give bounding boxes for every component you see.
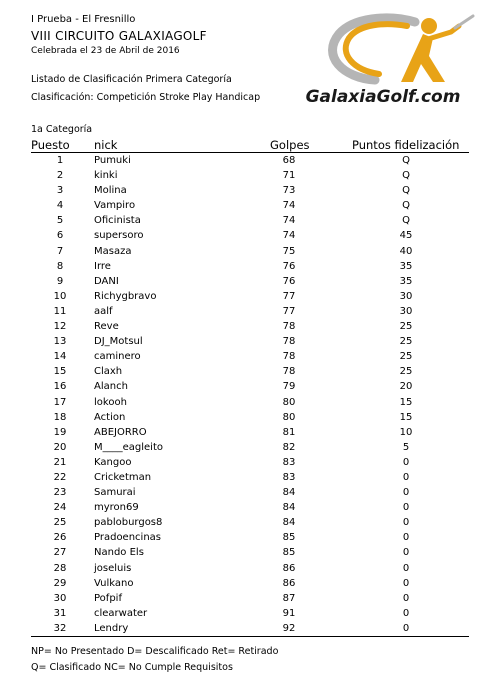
table-row [0,364,500,379]
table-header [0,138,500,152]
legend-line-2: Q= Clasificado NC= No Cumple Requisitos [31,662,233,673]
cell-nick: M____eagleito [94,441,164,453]
golfer-head-icon [421,18,437,34]
cell-nick: lokooh [94,396,127,408]
table-row [0,379,500,394]
cell-puntos: Q [402,170,410,182]
cell-golpes: 74 [282,200,296,212]
cell-puntos: 0 [402,502,410,514]
cell-puesto: 31 [53,607,67,619]
cell-puesto: 18 [53,411,67,423]
table-row [0,500,500,515]
table-row [0,515,500,530]
cell-nick: pabloburgos8 [94,517,163,529]
table-row [0,183,500,198]
cell-puesto: 19 [53,426,67,438]
cell-golpes: 85 [282,547,296,559]
cell-nick: Claxh [94,366,123,378]
cell-golpes: 92 [282,622,296,634]
cell-puntos: 20 [399,381,413,393]
cell-golpes: 73 [282,185,296,197]
cell-puesto: 12 [53,321,67,333]
cell-puesto: 26 [53,532,67,544]
cell-golpes: 78 [282,366,296,378]
cell-nick: supersoro [94,230,144,242]
table-row [0,319,500,334]
table-row [0,349,500,364]
cell-puesto: 10 [53,290,67,302]
logo-wordmark: GalaxiaGolf.com [305,87,461,107]
cell-golpes: 84 [282,487,296,499]
cell-puntos: 15 [399,396,413,408]
cell-golpes: 84 [282,502,296,514]
cell-puntos: 5 [402,441,410,453]
cell-puntos: 0 [402,487,410,499]
cell-puntos: 15 [399,411,413,423]
table-row [0,168,500,183]
cell-puntos: 35 [399,275,413,287]
cell-nick: Richygbravo [94,290,157,302]
cell-puntos: 25 [399,321,413,333]
table-row [0,606,500,621]
cell-puesto: 25 [53,517,67,529]
cell-puesto: 23 [53,487,67,499]
cell-puesto: 5 [56,215,64,227]
cell-puntos: 25 [399,366,413,378]
cell-puesto: 3 [56,185,64,197]
table-row [0,153,500,168]
cell-puntos: 30 [399,290,413,302]
cell-nick: kinki [94,170,118,182]
cell-nick: caminero [94,351,141,363]
cell-golpes: 83 [282,471,296,483]
cell-puesto: 2 [56,170,64,182]
circuit-title: VIII CIRCUITO GALAXIAGOLF [31,29,207,43]
cell-puesto: 28 [53,562,67,574]
cell-nick: aalf [94,305,113,317]
cell-puntos: 0 [402,607,410,619]
table-row [0,440,500,455]
table-row [0,259,500,274]
cell-puntos: 0 [402,562,410,574]
cell-puntos: 25 [399,351,413,363]
cell-puntos: 0 [402,547,410,559]
table-row [0,621,500,636]
cell-nick: Masaza [94,245,132,257]
cell-nick: ABEJORRO [94,426,147,438]
cell-puesto: 15 [53,366,67,378]
cell-nick: Kangoo [94,456,132,468]
golf-club-icon [455,16,473,28]
cell-puesto: 22 [53,471,67,483]
cell-golpes: 76 [282,260,296,272]
table-row [0,244,500,259]
cell-golpes: 79 [282,381,296,393]
cell-puntos: 0 [402,592,410,604]
table-row [0,470,500,485]
cell-nick: Irre [94,260,111,272]
cell-nick: joseluis [94,562,132,574]
cell-golpes: 77 [282,290,296,302]
table-row [0,410,500,425]
cell-puntos: 25 [399,336,413,348]
cell-nick: Reve [94,321,119,333]
cell-golpes: 81 [282,426,296,438]
cell-puntos: 30 [399,305,413,317]
cell-golpes: 80 [282,396,296,408]
table-row [0,591,500,606]
cell-nick: DJ_Motsul [94,336,143,348]
cell-golpes: 75 [282,245,296,257]
event-date: Celebrada el 23 de Abril de 2016 [31,46,180,56]
event-name: I Prueba - El Fresnillo [31,14,136,25]
cell-nick: Pofpif [94,592,122,604]
table-row [0,576,500,591]
cell-puesto: 21 [53,456,67,468]
cell-puesto: 27 [53,547,67,559]
cell-nick: Lendry [94,622,129,634]
cell-nick: Oficinista [94,215,141,227]
cell-nick: myron69 [94,502,139,514]
cell-puntos: Q [402,215,410,227]
cell-puesto: 16 [53,381,67,393]
cell-puesto: 9 [56,275,64,287]
cell-puntos: Q [402,155,410,166]
cell-nick: Pradoencinas [94,532,162,544]
cell-golpes: 78 [282,351,296,363]
table-row [0,334,500,349]
cell-puesto: 7 [56,245,64,257]
cell-puesto: 1 [56,155,64,166]
cell-puntos: 0 [402,532,410,544]
table-row [0,455,500,470]
cell-puesto: 6 [56,230,64,242]
table-row [0,485,500,500]
col-header-puesto: Puesto [31,138,70,152]
cell-puntos: 0 [402,471,410,483]
cell-puntos: Q [402,185,410,197]
col-header-nick: nick [94,138,118,152]
cell-nick: Samurai [94,487,136,499]
cell-golpes: 74 [282,215,296,227]
cell-nick: clearwater [94,607,148,619]
results-table [0,153,500,636]
table-row [0,561,500,576]
footer-divider [31,636,469,637]
cell-nick: Cricketman [94,471,152,483]
table-row [0,425,500,440]
cell-golpes: 78 [282,336,296,348]
cell-golpes: 80 [282,411,296,423]
cell-puesto: 11 [53,305,67,317]
table-row [0,274,500,289]
cell-golpes: 74 [282,230,296,242]
cell-nick: Nando Els [94,547,144,559]
table-row [0,545,500,560]
cell-golpes: 86 [282,577,296,589]
cell-nick: Vulkano [94,577,134,589]
table-row [0,198,500,213]
cell-puesto: 24 [53,502,67,514]
cell-golpes: 86 [282,562,296,574]
cell-golpes: 85 [282,532,296,544]
cell-puntos: 0 [402,517,410,529]
col-header-golpes: Golpes [270,138,310,152]
cell-golpes: 77 [282,305,296,317]
table-row [0,530,500,545]
table-row [0,228,500,243]
cell-golpes: 71 [282,170,296,182]
list-title: Listado de Clasificación Primera Categoría [31,74,232,85]
cell-puesto: 17 [53,396,67,408]
category-label: 1a Categoría [31,124,93,135]
cell-puntos: 0 [402,456,410,468]
cell-puntos: 35 [399,260,413,272]
cell-puntos: 0 [402,577,410,589]
table-row [0,395,500,410]
cell-puntos: 0 [402,622,410,634]
swing-arc-highlight-icon [346,24,407,74]
cell-puntos: 40 [399,245,413,257]
classification-type: Clasificación: Competición Stroke Play Handicap [31,92,261,103]
cell-nick: Vampiro [94,200,136,212]
cell-nick: Pumuki [94,155,131,166]
cell-puesto: 8 [56,260,64,272]
cell-puesto: 13 [53,336,67,348]
cell-puesto: 14 [53,351,67,363]
cell-puesto: 30 [53,592,67,604]
table-row [0,213,500,228]
cell-golpes: 78 [282,321,296,333]
cell-puesto: 32 [53,622,67,634]
cell-golpes: 84 [282,517,296,529]
cell-golpes: 91 [282,607,296,619]
table-row [0,289,500,304]
cell-golpes: 82 [282,441,296,453]
cell-golpes: 68 [282,155,296,166]
cell-puesto: 4 [56,200,64,212]
cell-nick: DANI [94,275,119,287]
cell-nick: Molina [94,185,127,197]
col-header-puntos: Puntos fidelización [352,138,460,152]
cell-golpes: 87 [282,592,296,604]
cell-puntos: Q [402,200,410,212]
legend-line-1: NP= No Presentado D= Descalificado Ret= Retirado [31,646,279,657]
cell-golpes: 76 [282,275,296,287]
cell-golpes: 83 [282,456,296,468]
galaxiagolf-logo [283,12,483,108]
cell-nick: Alanch [94,381,128,393]
cell-puntos: 45 [399,230,413,242]
cell-puesto: 29 [53,577,67,589]
cell-puntos: 10 [399,426,413,438]
cell-puesto: 20 [53,441,67,453]
cell-nick: Action [94,411,126,423]
table-row [0,304,500,319]
